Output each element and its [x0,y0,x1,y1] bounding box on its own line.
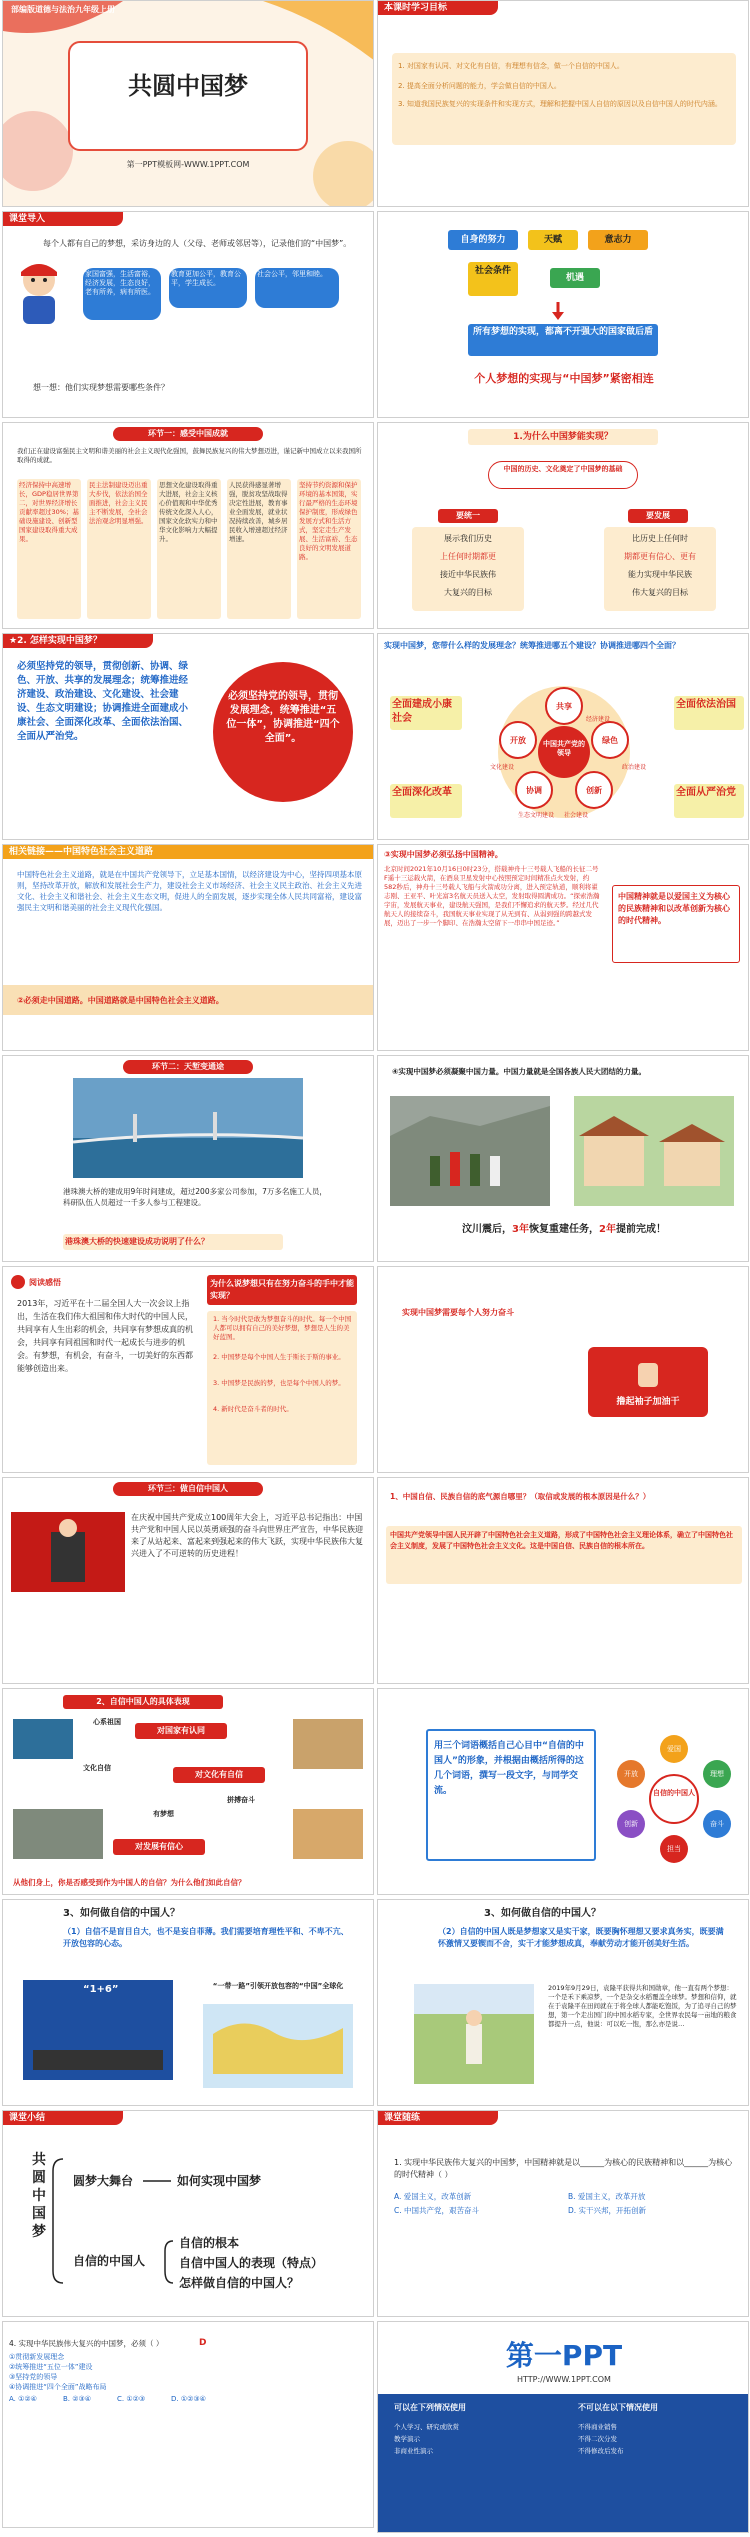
slide-header: 相关链接——中国特色社会主义道路 [3,845,374,859]
slide-how-confident-1 [2,1899,374,2106]
section-band: 环节一：感受中国成就 [113,427,263,441]
hub-label: 自信的中国人 [653,1789,695,1797]
slide-why [377,422,749,629]
reading-icon [11,1275,25,1289]
cond-talent: 天赋 [528,230,578,250]
history-pill: 中国的历史、文化奠定了中国梦的基础 [488,461,638,489]
credits-col2: 不可以在以下情况使用 [578,2403,658,2412]
leaf-realize: 如何实现中国梦 [177,2174,262,2188]
road-conclusion: ②必须走中国道路。中国道路就是中国特色社会主义道路。 [17,996,224,1005]
corner-tl: 全面建成小康社会 [390,696,462,730]
bridge-caption: 港珠澳大桥的建成用9年时间建成，超过200多家公司参加，7万多名施工人员，科研队伍人员超过一千多人参与工程建设。 [63,1187,327,1207]
slide-practice-2 [2,2321,374,2528]
result-box: 所有梦想的实现，都离不开强大的国家做后盾 [468,324,658,356]
col-ecology: 坚持节约资源和保护环境的基本国策，实行最严格的生态环境保护制度，形成绿色发展方式和生活方式，坚定走生产发展、生活富裕、生态良好的文明发展道路。 [297,479,361,619]
slide-header: 课堂导入 [3,212,123,226]
bubble-1: 家国富强，生活富裕，经济发展，生态良好，老有所养，病有所医。 [83,268,161,320]
petal-share: 共享 [556,702,572,711]
rescue-photo [390,1096,550,1206]
col-economy: 经济保持中高速增长，GDP稳居世界第二，对世界经济增长贡献率超过30%；基础设施建设、创新型国家建设取得重大成果。 [17,479,81,619]
petal-4: 担当 [667,1845,681,1853]
slide-practice [377,2110,749,2317]
right-line-2: 期都更有信心、更有 [624,552,696,561]
corner-tr: 全面依法治国 [674,696,744,730]
photo-1 [13,1719,73,1759]
slide-intro [2,211,374,418]
intro-text: 我们正在建设富强民主文明和谐美丽的社会主义现代化强国，鼓舞民族复兴的伟大梦想迈进，谨记新中国成立以来我国所取得的成就。 [17,447,362,464]
leaf-root: 自信的根本 [179,2236,240,2250]
petal-6: 开放 [624,1770,638,1778]
slide-road [2,844,374,1051]
practice-question: 1. 实现中华民族伟大复兴的中国梦，中国精神就是以______为核心的民族精神和以______为核心的时代精神（ ） [394,2158,733,2179]
site-label: 第一PPT模板网-WWW.1PPT.COM [126,160,250,169]
build-ecology: 生态文明建设 [518,812,555,819]
left-line-1: 展示我们历史 [444,534,492,543]
q4-item-3: ③坚持党的领导 [9,2373,58,2381]
cond-will: 意志力 [588,230,648,250]
point-2: 2. 中国梦是每个中国人生于斯长于斯的事业。 [213,1353,345,1361]
label-patriot: 心系祖国 [93,1718,121,1726]
slide-bridge [2,1055,374,1262]
petal-open: 开放 [510,736,526,745]
slide-title [2,0,374,207]
reading-text: 2013年，习近平在十二届全国人大一次会议上指出，生活在我们伟大祖国和伟大时代的中国人民，共同享有人生出彩的机会，共同享有梦想成真的机会，共同享有同祖国和时代一起成长与进步的机会。有梦想，有机会，有奋斗，一切美好的东西都能够创造出来。 [17,1299,193,1373]
option-d[interactable]: D. 实干兴邦，开拓创新 [568,2206,647,2215]
how-text: 必须坚持党的领导，贯彻创新、协调、绿色、开放、共享的发展理念；统筹推进经济建设、政治建设、文化建设、社会建设、生态文明建设；协调推进全面建成小康社会、全面深化改革、全面依法治国、全面从严治党。 [17,661,189,742]
credits-url: HTTP://WWW.1PPT.COM [517,2375,611,2384]
power-header: ④实现中国梦必须凝聚中国力量。中国力量就是全国各族人民大团结的力量。 [392,1067,646,1076]
slide-flower [377,633,749,840]
col-livelihood: 人民获得感显著增强，脱贫攻坚战取得决定性进展，教育事业全面发展，就业状况持续改善，城乡居民收入增速超过经济增速。 [227,479,291,619]
petal-2: 理想 [710,1770,724,1778]
flower-question: 实现中国梦，您带什么样的发展理念？统筹推进哪五个建设？协调推进哪四个全面？ [384,641,680,650]
col1-item-1: 个人学习、研究或欣赏 [394,2423,459,2431]
col2-item-2: 不得二次分发 [578,2435,617,2443]
col1-item-3: 非商业性演示 [394,2447,433,2455]
credits-logo: 第一PPT [505,2339,623,2372]
photo-4 [293,1809,363,1859]
branch-confident: 自信的中国人 [73,2254,146,2268]
corner-bl: 全面深化改革 [390,784,462,818]
slide-effort [377,1266,749,1473]
section-band: 环节二：天堑变通途 [123,1060,253,1074]
footer-text: 个人梦想的实现与“中国梦”紧密相连 [474,372,654,385]
rebuilt-photo [574,1096,734,1206]
petal-green: 绿色 [602,736,618,745]
label-dream: 有梦想 [153,1810,174,1818]
cause-text: 中国共产党领导中国人民开辟了中国特色社会主义道路，形成了中国特色社会主义理论体系，确立了中国特色社会主义制度，发展了中国特色社会主义文化。这是中国自信、民族自信的根本所在。 [390,1531,733,1550]
tag-culture: 对文化有自信 [173,1767,265,1783]
slide-power [377,1055,749,1262]
slide-performance [2,1688,374,1895]
col-culture: 思想文化建设取得重大进展，社会主义核心价值观和中华优秀传统文化深入人心，国家文化软实力和中华文化影响力大幅提升。 [157,479,221,619]
left-line-2: 上任何时期都更 [440,552,496,561]
slide-header: 课堂小结 [3,2111,123,2125]
slide-root-cause [377,1477,749,1684]
point-1: 1. 当今时代是敢为梦想奋斗的时代。每一个中国人都可以拥有自己的美好梦想，梦想是人生的美好蓝图。 [213,1315,352,1341]
reading-question: 为什么说梦想只有在努力奋斗的手中才能实现？ [207,1275,357,1305]
slide-how [2,633,374,840]
cartoon-officer-icon [9,258,69,328]
quote-text: 2019年9月29日，袁隆平获得共和国勋章，他一直有两个梦想：一个是禾下乘凉梦，一个是杂交水稻覆盖全球梦。梦想和信仰，就在于袁隆平在田间就在于将全球人都能吃饱饭，为了追寻自己的梦想，第一个走出国门的中国水稻专家，全世界农民每一亩地的粮食都提升一点，他说：可以吃一饱，那么亦是说… [548,1984,737,2028]
slide-achievements [2,422,374,629]
q4-item-2: ②统筹推进“五位一体”建设 [9,2363,93,2371]
slide-spirit [377,844,749,1051]
option-c[interactable]: C. 中国共产党，艰苦奋斗 [394,2206,480,2215]
why-title: 1.为什么中国梦能实现？ [468,429,658,445]
q4-answer: D [199,2338,207,2348]
q4-item-4: ④协调推进“四个全面”战略布局 [9,2383,107,2391]
col2-item-3: 不得修改后发布 [578,2447,624,2455]
photo-2 [293,1719,363,1769]
spirit-story: 北京时间2021年10月16日0时23分，搭载神舟十三号载人飞船的长征二号F遥十三运载火箭，在酒泉卫星发射中心按照预定时间精准点火发射，约582秒后，神舟十三号载人飞船与火箭成功分离，进入预定轨道，顺利将翟志刚、王亚平、叶光富3名航天员送入太空，发射取得圆满成功。“探索浩瀚宇宙，发展航天事业，建设航天强国，是我们不懈追求的航天梦。经过几代航天人的接续奋斗，我国航天事业实现了从无到有、从弱到强的跨越式发展，迈出了一步一个脚印、在浩瀚太空留下一串串中国足迹。” [384,865,600,927]
col1-item-2: 教学演示 [394,2435,420,2443]
page-title: 共圆中国梦 [128,72,248,100]
spirit-header: ③实现中国梦必须弘扬中国精神。 [384,850,503,859]
slide-header: 课堂随练 [378,2111,498,2125]
bridge-photo [73,1078,303,1178]
summary-text: 必须坚持党的领导，贯彻发展理念，统筹推进“五位一体”，协调推进“四个全面”。 [226,691,340,744]
badge-text: 撸起袖子加油干 [616,1397,680,1407]
tag-develop: 对发展有信心 [113,1839,205,1855]
col2-item-1: 不得商业销售 [578,2423,617,2431]
forum-tag: “1+6” [83,1984,119,1995]
build-politics: 政治建设 [622,764,647,771]
right-line-3: 能力实现中华民族 [628,570,692,579]
goal-1: 1. 对国家有认同、对文化有自信，有理想有信念，做一个自信的中国人。 [398,62,624,70]
petal-3: 奋斗 [710,1820,724,1828]
section-band: 环节三：做自信中国人 [113,1482,263,1496]
label-striving: 拼搏奋斗 [227,1796,255,1804]
perf-header: 2、自信中国人的具体表现 [63,1695,223,1709]
petal-innov: 创新 [586,786,602,795]
option-a[interactable]: A. 爱国主义，改革创新 [394,2192,472,2201]
bubble-3: 社会公平，邻里和睦。 [255,268,339,308]
spirit-definition: 中国精神就是以爱国主义为核心的民族精神和以改革创新为核心的时代精神。 [612,885,740,963]
bridge-question: 港珠澳大桥的快速建设成功说明了什么？ [63,1234,283,1250]
left-line-3: 接近中华民族伟 [440,570,496,579]
ceremony-text: 在庆祝中国共产党成立100周年大会上，习近平总书记指出：中国共产党和中国人民以英勇顽强的奋斗向世界庄严宣告，中华民族迎来了从站起来、富起来到强起来的伟大飞跃，实现中华民族伟大复兴进入了不可逆转的历史进程！ [131,1513,363,1558]
point-4: 4. 新时代是奋斗者的时代。 [213,1405,293,1413]
build-society: 社会建设 [564,812,589,819]
slide-header: ★2. 怎样实现中国梦？ [3,634,153,648]
slide-how-confident-2 [377,1899,749,2106]
key-unity: 要统一 [438,509,498,523]
ceremony-photo [11,1512,125,1592]
slide-header: 本课时学习目标 [378,1,498,15]
how2-header: 3、如何做自信的中国人？ [484,1908,601,1919]
tag-country: 对国家有认同 [135,1723,227,1739]
flower-center: 中国共产党的领导 [543,740,585,757]
leaf-traits: 自信中国人的表现（特点） [179,2256,324,2270]
q4-item-1: ①贯彻新发展理念 [9,2353,65,2361]
petal-5: 创新 [624,1820,638,1828]
petal-1: 爱国 [667,1745,681,1753]
top-label: 部编版道德与法治九年级上册 [11,5,115,14]
belt-road-caption: “一带一路”引领开放包容的“中国”全球化 [212,1982,344,1990]
cond-society: 社会条件 [468,262,518,296]
goal-3: 3. 知道我国民族复兴的实现条件和实现方式，理解和把握中国人自信的原因以及自信中国人的时代内涵。 [398,100,722,108]
slide-image-words [377,1688,749,1895]
summary-root: 共圆中国梦 [32,2152,46,2240]
cond-effort: 自身的努力 [448,230,518,250]
how1-header: 3、如何做自信的中国人？ [63,1908,180,1919]
arrows [378,212,749,418]
intro-text: 每个人都有自己的梦想，采访身边的人（父母、老师或邻居等），记录他们的“中国梦”。 [43,239,352,248]
credits-col1: 可以在下列情况使用 [394,2403,466,2412]
branch-stage: 圆梦大舞台 [73,2174,134,2188]
how1-text: （1）自信不是盲目自大，也不是妄自菲薄。我们需要培育理性平和、不卑不亢、开放包容的心态。 [63,1927,349,1948]
fist-icon [628,1353,668,1393]
perf-caption: 从他们身上，你是否感受到作为中国人的自信？为什么他们如此自信？ [13,1878,246,1887]
photo-3 [13,1809,103,1859]
q4-choice-c[interactable]: C. ①②③ [117,2395,146,2403]
build-culture: 文化建设 [490,764,515,771]
road-body: 中国特色社会主义道路，就是在中国共产党领导下，立足基本国情，以经济建设为中心，坚持四项基本原则，坚持改革开放，解放和发展社会生产力，建设社会主义市场经济、社会主义民主政治、社会主义先进文化、社会主义和谐社会、社会主义生态文明，促进人的全面发展，逐步实现全体人民共同富裕，建设富强民主文明和谐美丽的社会主义现代化强国。 [17,870,362,912]
right-line-1: 比历史上任何时 [632,534,688,543]
petal-coord: 协调 [526,786,542,795]
q4-choice-d[interactable]: D. ①②③④ [171,2395,206,2403]
left-line-4: 大复兴的目标 [444,588,492,597]
q4-choice-b[interactable]: B. ②③④ [63,2395,92,2403]
q4-text: 4. 实现中华民族伟大复兴的中国梦，必须（ ） [9,2339,164,2348]
option-b[interactable]: B. 爱国主义，改革开放 [568,2192,646,2201]
slide-summary [2,2110,374,2317]
slide-reading [2,1266,374,1473]
right-line-4: 伟大复兴的目标 [632,588,688,597]
effort-header: 实现中国梦需要每个人努力奋斗 [402,1308,514,1317]
point-3: 3. 中国梦是民族的梦，也是每个中国人的梦。 [213,1379,345,1387]
corner-br: 全面从严治党 [674,784,744,818]
leaf-howto: 怎样做自信的中国人？ [179,2276,300,2290]
slide-confident [2,1477,374,1684]
label-culture: 文化自信 [83,1764,111,1772]
map-photo [203,2004,353,2088]
words-text: 用三个词语概括自己心目中“自信的中国人”的形象，并根据由概括所得的这几个词语，撰写一段文字，与同学交流。 [434,1741,584,1796]
reading-tag: 阅读感悟 [29,1278,61,1287]
slide-goals [377,0,749,207]
forum-photo [23,1980,173,2080]
power-caption: 汶川震后，3年恢复重建任务，2年提前完成！ [462,1224,666,1235]
cond-chance: 机遇 [550,268,600,288]
build-economy: 经济建设 [586,716,611,723]
cause-header: 1、中国自信、民族自信的底气源自哪里？（取信或发展的根本原因是什么？） [390,1492,651,1501]
goal-2: 2. 提高全面分析问题的能力，学会做自信的中国人。 [398,82,561,90]
q4-choice-a[interactable]: A. ①②④ [9,2395,37,2403]
slide-conditions [377,211,749,418]
question-text: 想一想：他们实现梦想需要哪些条件？ [33,383,169,392]
field-photo [414,1984,534,2084]
bubble-2: 教育更加公平，教育公平，学生成长。 [169,268,247,308]
slide-credits [377,2321,749,2533]
credits-panel [378,2394,749,2533]
key-develop: 要发展 [628,509,688,523]
how2-text: （2）自信的中国人既是梦想家又是实干家，既要胸怀理想又要求真务实，既要满怀激情又要锲而不舍，实干才能梦想成真，奉献劳动才能开创美好生活。 [438,1927,724,1948]
col-democracy: 民主法制建设迈出重大步伐，依法治国全面推进，社会主义民主不断发展，全社会法治观念明显增强。 [87,479,151,619]
